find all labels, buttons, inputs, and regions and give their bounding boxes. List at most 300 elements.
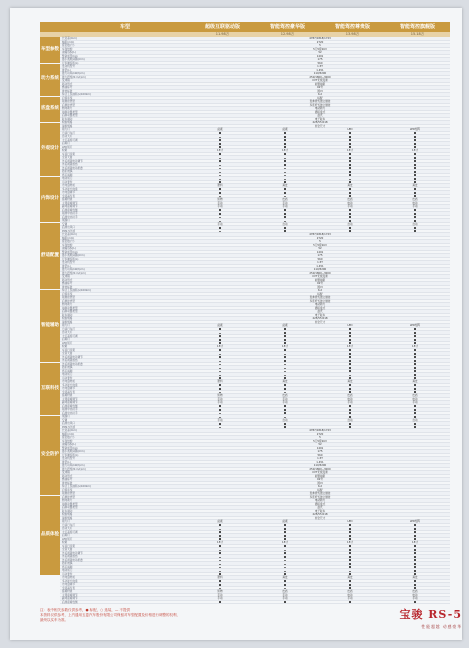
row-value: 皮质 [347,590,353,593]
row-value: 皮质 [282,590,288,593]
standard-dot [284,545,286,547]
standard-dot [414,339,416,341]
standard-dot [349,601,351,603]
standard-dot [349,339,351,341]
row-value: 手动 [412,597,418,600]
standard-dot [349,220,351,222]
not-available-dash [284,371,286,372]
row-label: 自动大灯 [62,527,73,530]
standard-dot [284,584,286,586]
standard-dot [414,353,416,355]
row-value: 5 [319,436,321,439]
standard-dot [349,136,351,138]
row-value: 92号 [317,86,323,89]
standard-dot [349,545,351,547]
brand-name: 宝骏 RS-5 [399,608,462,621]
standard-dot [414,146,416,148]
not-available-dash [284,588,286,589]
standard-dot [414,570,416,572]
row-value: 真皮 [347,576,353,579]
standard-dot [414,216,416,218]
standard-dot [414,192,416,194]
row-label: 整备质量(kg) [62,54,78,58]
row-label: 车身结构 [62,439,73,443]
row-value: 560 [317,61,323,65]
standard-dot [284,230,286,232]
row-label: 主驾座椅调节 [62,397,78,401]
standard-dot [349,384,351,386]
standard-dot [349,174,351,176]
standard-dot [349,367,351,369]
row-label: 变速箱 [62,471,70,474]
row-label: 驱动形式 [62,474,73,478]
row-label: 后雾灯 [62,534,70,537]
row-label: 外后视镜电动调节 [62,551,83,555]
standard-dot [414,423,416,425]
row-value: 18寸 [217,541,223,544]
standard-dot [414,328,416,330]
standard-dot [414,388,416,390]
row-value: 皮质 [282,198,288,201]
row-label: 前悬挂类型 [62,296,75,299]
row-value: 电动 [347,201,353,205]
row-value: 国VI [317,481,323,485]
standard-dot [414,167,416,169]
standard-dot [349,531,351,533]
not-available-dash [219,368,221,369]
standard-dot [414,580,416,582]
row-value: 前置前驱 [314,278,326,282]
standard-dot [414,374,416,376]
standard-dot [284,339,286,341]
brand-slogan: 性能超越 动感豪华 [421,624,462,629]
standard-dot [414,549,416,551]
row-label: 全液晶仪表 [62,390,75,394]
standard-dot [349,377,351,379]
not-available-dash [284,550,286,551]
row-label: 备胎规格 [62,320,73,324]
standard-dot [284,181,286,183]
row-value: 织物 [217,394,223,397]
row-value: 电动助力 [314,107,326,110]
row-value: 皮质 [412,394,418,397]
row-label: 全景天窗 [62,156,73,159]
table-row [60,601,450,605]
row-value: 标配 [317,488,323,492]
row-value: LED [347,520,353,523]
row-label: 转向助力 [62,107,73,110]
row-label: 轮胎规格 [62,121,73,124]
standard-dot [284,580,286,582]
row-value: 18寸 [217,149,223,152]
row-value: 非全尺寸 [314,124,326,128]
row-value: 18寸 [282,345,288,348]
row-value: 自动 [347,222,353,226]
row-label: 后悬挂类型 [62,299,75,303]
row-value: 560 [317,257,323,261]
not-available-dash [284,417,286,418]
row-value: 非全尺寸 [314,320,326,324]
standard-dot [284,388,286,390]
standard-dot [414,412,416,414]
row-value: 92号 [317,282,323,285]
standard-dot [349,412,351,414]
row-value: 560 [317,453,323,457]
not-available-dash [219,175,221,176]
row-value: LED [347,128,353,131]
row-label: 发动机型号 [62,457,75,460]
standard-dot [349,342,351,344]
row-label: 运动套件 [62,376,73,380]
row-label: 座椅材质 [62,198,73,201]
row-label: 排放标准 [62,89,73,93]
standard-dot [284,423,286,425]
standard-dot [414,132,416,134]
price-cell: 15.18万 [410,32,425,36]
footnote-line: 最终以实车为准。 [40,618,68,622]
not-available-dash [219,172,221,173]
category-exterior [40,123,60,176]
standard-dot [284,356,286,358]
row-value: 电动 [412,593,418,597]
category-tech [40,363,60,416]
category-interior [40,177,60,224]
row-value: 1491 [316,54,324,58]
row-value: 5 [319,44,321,47]
standard-dot [219,227,221,229]
standard-dot [219,146,221,148]
row-label: 变速箱 [62,275,70,278]
standard-dot [219,409,221,411]
row-label: 最大功率(kW/rpm) [62,268,85,271]
standard-dot [414,342,416,344]
row-value: 皮质 [282,394,288,397]
standard-dot [414,349,416,351]
row-value: 18寸 [282,149,288,152]
not-available-dash [219,550,221,551]
standard-dot [284,360,286,362]
standard-dot [349,587,351,589]
row-value: 手动 [217,205,223,208]
row-label: 轴距(mm) [62,236,75,240]
row-label: 多功能方向盘 [62,187,78,191]
row-label: 行李厢容积(L) [62,453,79,457]
row-value: 1.5T [317,65,323,68]
not-available-dash [284,564,286,565]
standard-dot [284,146,286,148]
standard-dot [414,377,416,379]
row-label: 启停系统 [62,488,73,492]
row-value: LED矩阵 [409,324,421,327]
row-value: 手动 [282,597,288,600]
standard-dot [414,174,416,176]
row-value: 1491 [316,446,324,450]
standard-dot [414,360,416,362]
not-available-dash [284,560,286,561]
standard-dot [349,559,351,561]
standard-dot [414,136,416,138]
standard-dot [414,587,416,589]
row-value: 麦弗逊式独立悬挂 [309,296,331,299]
header-corner: 车型 [119,24,130,30]
row-label: 电动尾门 [62,569,73,572]
row-label: 最小离地间隙(mm) [62,254,85,257]
standard-dot [219,524,221,526]
row-value: 盘式 [317,114,323,117]
row-value: 手动 [217,597,223,600]
not-available-dash [219,560,221,561]
not-available-dash [219,158,221,159]
row-label: 外后视镜加热 [62,555,78,558]
row-value: 电动 [347,397,353,401]
row-value: 电动 [412,201,418,205]
row-value: 手动 [347,205,353,208]
row-value: 4787/1818/1723 [309,233,331,236]
row-value: 225/55 R18 [312,513,328,516]
row-label: 排量(L) [62,264,71,268]
row-label: 全景天窗 [62,352,73,355]
row-value: 多连杆式独立悬挂 [309,495,331,499]
not-available-dash [219,221,221,222]
row-value: 手动 [282,201,288,205]
row-value: 175 [317,450,323,453]
category-basic [40,37,60,64]
category-label: 安全防护 [41,452,59,458]
standard-dot [349,563,351,565]
standard-dot [414,230,416,232]
standard-dot [284,573,286,575]
row-label: 运动套件 [62,180,73,184]
standard-dot [219,132,221,134]
not-available-dash [219,588,221,589]
standard-dot [284,384,286,386]
not-available-dash [219,364,221,365]
row-value: 4787/1818/1723 [309,429,331,432]
row-value: 4787/1818/1723 [309,37,331,40]
standard-dot [284,139,286,141]
row-label: 后雾灯 [62,142,70,145]
standard-dot [284,535,286,537]
row-label: 后悬挂类型 [62,495,75,499]
standard-dot [284,188,286,190]
standard-dot [414,227,416,229]
row-label: 感应雨刷 [62,369,73,373]
row-label: 发动机型号 [62,65,75,68]
standard-dot [219,535,221,537]
price-cell: 12.98万 [280,32,295,36]
standard-dot [414,409,416,411]
row-value: 18寸 [347,149,353,152]
row-label: 油箱容积(L) [62,443,76,446]
row-value: 标配 [317,292,323,296]
row-label: 燃油标号 [62,86,73,89]
column-title: 智能驾控旗舰版 [399,24,435,30]
row-label: 后排出风口 [62,422,75,425]
standard-dot [284,332,286,334]
row-value: 6.2 [317,485,323,488]
standard-dot [219,423,221,425]
row-value: 真皮 [412,184,418,187]
row-label: 外后视镜电动折叠 [62,166,83,170]
standard-dot [284,552,286,554]
not-available-dash [219,413,221,414]
not-available-dash [284,354,286,355]
row-label: LED尾灯 [62,341,73,345]
standard-dot [349,556,351,558]
not-available-dash [284,375,286,376]
standard-dot [349,188,351,190]
row-value: 真皮 [412,576,418,579]
standard-dot [284,556,286,558]
standard-dot [284,528,286,530]
row-value: 1.5T [317,261,323,264]
row-label: 隐私玻璃 [62,170,73,173]
row-value: 真皮 [282,576,288,579]
row-value: 非全尺寸 [314,516,326,520]
standard-dot [414,356,416,358]
standard-dot [414,601,416,603]
row-value: 225/55 R18 [312,317,328,320]
standard-dot [414,573,416,575]
row-value: 国VI [317,285,323,289]
row-label: 轴距(mm) [62,40,75,44]
category-label: 智能辅助 [41,322,59,328]
standard-dot [284,349,286,351]
standard-dot [414,416,416,418]
standard-dot [219,188,221,190]
standard-dot [284,426,286,428]
not-available-dash [284,168,286,169]
not-available-dash [219,196,221,197]
row-value: 电动 [412,397,418,401]
row-label: 长宽高(mm) [62,37,77,40]
row-value: 52 [318,443,322,446]
standard-dot [414,157,416,159]
standard-dot [349,143,351,145]
standard-dot [414,363,416,365]
standard-dot [349,423,351,425]
row-value: 手动 [412,401,418,404]
row-value: 织物 [217,198,223,201]
row-value: 手动 [217,222,223,226]
standard-dot [414,531,416,533]
standard-dot [349,328,351,330]
row-value: 通风盘式 [314,306,326,310]
not-available-dash [219,168,221,169]
category-safety [40,416,60,496]
not-available-dash [219,375,221,376]
row-value: 5门5座SUV [313,47,327,51]
standard-dot [284,216,286,218]
row-label: LED尾灯 [62,537,73,541]
column-title: 智能驾控豪华版 [269,24,305,30]
row-label: 座椅材质 [62,394,73,397]
row-label: 座位数(个) [62,44,75,47]
row-label: 最小离地间隙(mm) [62,58,85,61]
standard-dot [284,213,286,215]
category-label: 外观设计 [41,146,59,152]
standard-dot [284,328,286,330]
standard-dot [284,342,286,344]
row-label: 前大灯 [62,324,70,327]
category-label: 品质体验 [41,531,59,537]
standard-dot [349,216,351,218]
row-label: 驻车制动 [62,313,73,317]
row-label: 座位数(个) [62,240,75,243]
spec-rows [60,37,450,604]
row-label: 车身结构 [62,243,73,247]
standard-dot [284,136,286,138]
row-label: 日间行车灯 [62,523,75,527]
row-label: 备胎规格 [62,516,73,520]
not-available-dash [349,571,351,572]
standard-dot [349,171,351,173]
row-value: CVT无级变速 [312,471,328,474]
row-label: 转向助力 [62,499,73,502]
standard-dot [414,545,416,547]
row-label: 感应雨刷 [62,565,73,569]
row-label: 座椅材质 [62,590,73,593]
not-available-dash [284,158,286,159]
category-label: 车型参数 [41,46,59,52]
standard-dot [349,160,351,162]
not-available-dash [219,564,221,565]
row-value: 6.2 [317,93,323,96]
row-value: 1.451 [316,264,324,268]
standard-dot [414,426,416,428]
row-value: 通风盘式 [314,502,326,506]
row-value: 织物 [217,590,223,593]
standard-dot [284,601,286,603]
row-value: 手动 [282,401,288,404]
row-label: 方向盘材质 [62,576,75,579]
standard-dot [414,160,416,162]
row-label: 轮毂 [62,345,68,348]
standard-dot [349,356,351,358]
not-available-dash [219,231,221,232]
row-label: 后排中央扶手 [62,215,78,219]
row-value: 18寸 [282,541,288,544]
row-label: 驻车制动 [62,117,73,121]
row-value: 18寸 [217,345,223,348]
row-value: 2720 [316,432,324,436]
standard-dot [349,528,351,530]
standard-dot [414,566,416,568]
row-value: 卤素 [282,520,288,523]
standard-dot [414,524,416,526]
row-value: 6.2 [317,289,323,292]
row-label: 启停系统 [62,96,73,100]
row-value: 52 [318,51,322,54]
row-value: 2720 [316,40,324,44]
row-label: 燃油标号 [62,282,73,285]
not-available-dash [284,364,286,365]
row-value: 1.451 [316,460,324,464]
standard-dot [349,209,351,211]
row-label: 全液晶仪表 [62,194,75,198]
row-value: 卤素 [282,128,288,131]
standard-dot [219,139,221,141]
row-value: LED矩阵 [409,128,421,131]
standard-dot [219,181,221,183]
not-available-dash [284,567,286,568]
row-label: LED尾灯 [62,145,73,149]
not-available-dash [219,354,221,355]
row-label: 综合工况油耗(L/100km) [62,289,91,292]
row-value: 18寸 [412,541,418,544]
row-label: 座位数(个) [62,436,75,439]
row-value: 塑料 [217,380,223,383]
